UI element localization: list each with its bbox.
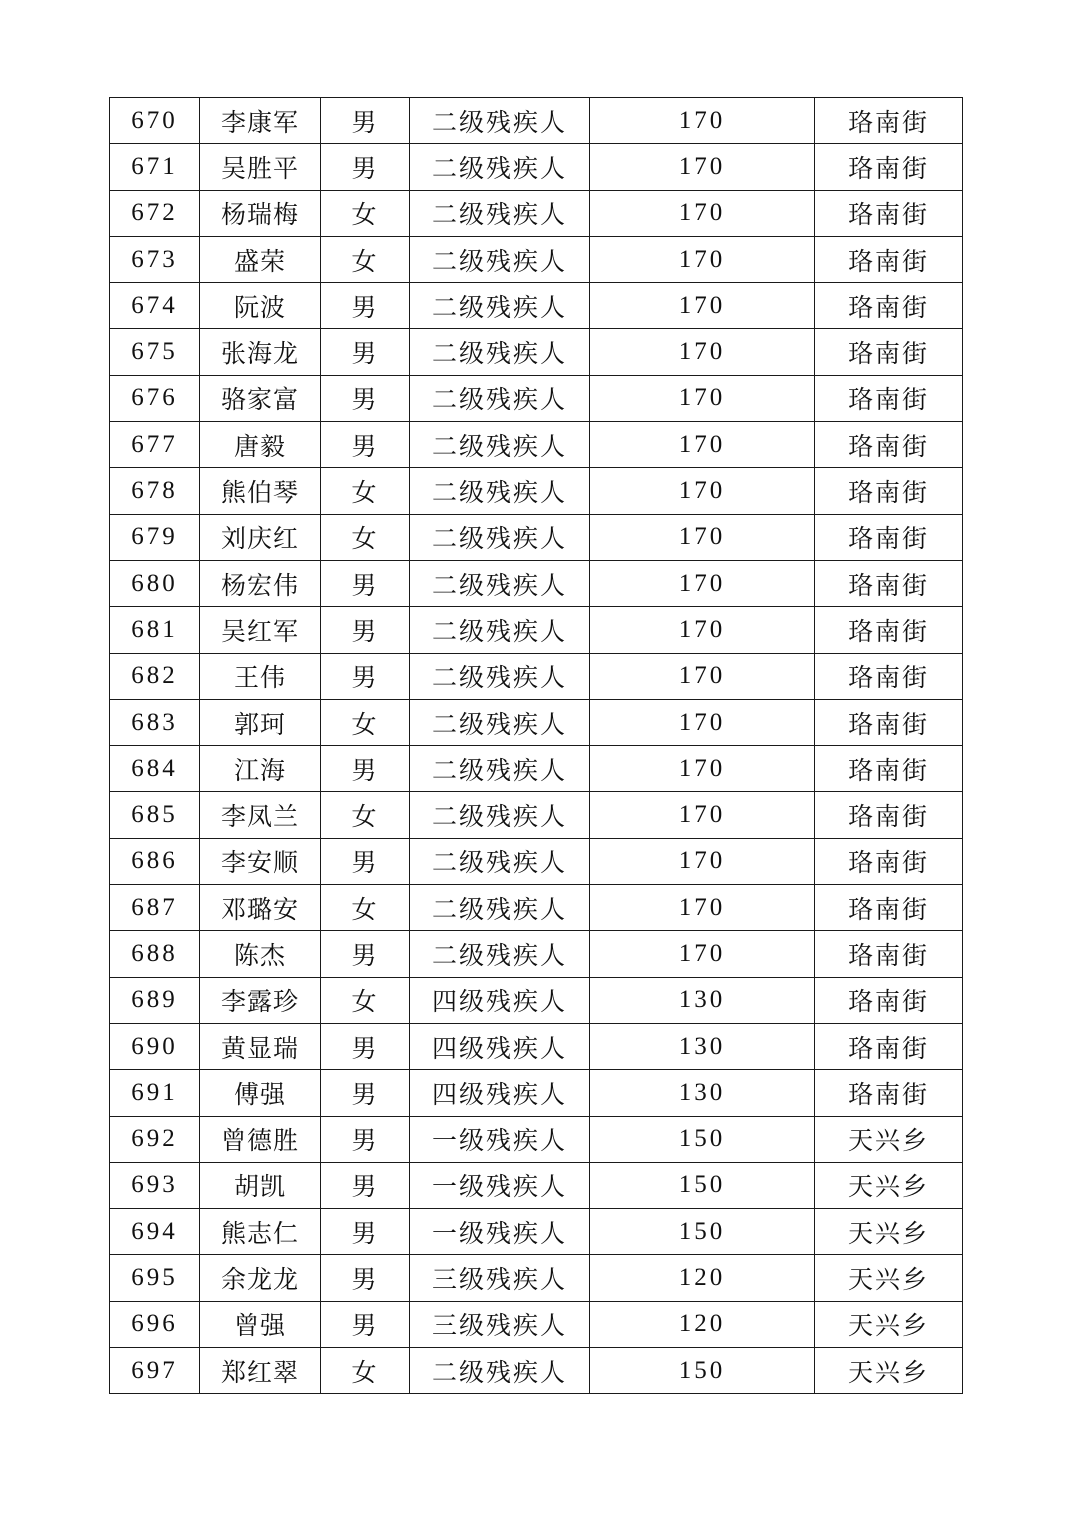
- area-cell: 天兴乡: [815, 1209, 963, 1255]
- amount-cell: 170: [590, 283, 815, 329]
- area-cell: 珞南街: [815, 792, 963, 838]
- gender-cell: 男: [321, 422, 410, 468]
- disability-level-cell: 一级残疾人: [410, 1209, 590, 1255]
- row-number-cell: 674: [110, 283, 200, 329]
- disability-level-cell: 三级残疾人: [410, 1301, 590, 1347]
- row-number-cell: 686: [110, 838, 200, 884]
- amount-cell: 170: [590, 607, 815, 653]
- gender-cell: 男: [321, 1209, 410, 1255]
- row-number-cell: 684: [110, 746, 200, 792]
- disability-level-cell: 二级残疾人: [410, 792, 590, 838]
- name-cell: 李康军: [200, 98, 321, 144]
- name-cell: 李露珍: [200, 977, 321, 1023]
- table-row: [110, 329, 963, 375]
- name-cell: 吴红军: [200, 607, 321, 653]
- name-cell: 邓璐安: [200, 885, 321, 931]
- table-row: [110, 283, 963, 329]
- disability-level-cell: 二级残疾人: [410, 190, 590, 236]
- disability-level-cell: 二级残疾人: [410, 653, 590, 699]
- name-cell: 盛荣: [200, 236, 321, 282]
- name-cell: 熊志仁: [200, 1209, 321, 1255]
- table-row: [110, 931, 963, 977]
- area-cell: 珞南街: [815, 283, 963, 329]
- name-cell: 杨宏伟: [200, 560, 321, 606]
- gender-cell: 男: [321, 931, 410, 977]
- area-cell: 珞南街: [815, 422, 963, 468]
- amount-cell: 170: [590, 699, 815, 745]
- table-row: [110, 375, 963, 421]
- area-cell: 珞南街: [815, 190, 963, 236]
- row-number-cell: 694: [110, 1209, 200, 1255]
- amount-cell: 150: [590, 1116, 815, 1162]
- gender-cell: 男: [321, 98, 410, 144]
- table-row: [110, 1023, 963, 1069]
- amount-cell: 130: [590, 1070, 815, 1116]
- area-cell: 珞南街: [815, 329, 963, 375]
- amount-cell: 150: [590, 1162, 815, 1208]
- gender-cell: 男: [321, 653, 410, 699]
- disability-level-cell: 二级残疾人: [410, 514, 590, 560]
- name-cell: 吴胜平: [200, 144, 321, 190]
- area-cell: 天兴乡: [815, 1301, 963, 1347]
- gender-cell: 男: [321, 144, 410, 190]
- row-number-cell: 687: [110, 885, 200, 931]
- table-row: [110, 514, 963, 560]
- amount-cell: 130: [590, 1023, 815, 1069]
- table-row: [110, 236, 963, 282]
- row-number-cell: 670: [110, 98, 200, 144]
- row-number-cell: 683: [110, 699, 200, 745]
- gender-cell: 女: [321, 190, 410, 236]
- amount-cell: 120: [590, 1255, 815, 1301]
- name-cell: 李安顺: [200, 838, 321, 884]
- disability-level-cell: 三级残疾人: [410, 1255, 590, 1301]
- table-row: [110, 560, 963, 606]
- table-row: [110, 1348, 963, 1394]
- area-cell: 珞南街: [815, 746, 963, 792]
- disability-level-cell: 四级残疾人: [410, 1070, 590, 1116]
- amount-cell: 170: [590, 329, 815, 375]
- disability-level-cell: 二级残疾人: [410, 283, 590, 329]
- row-number-cell: 688: [110, 931, 200, 977]
- row-number-cell: 671: [110, 144, 200, 190]
- name-cell: 唐毅: [200, 422, 321, 468]
- name-cell: 江海: [200, 746, 321, 792]
- gender-cell: 男: [321, 1023, 410, 1069]
- amount-cell: 170: [590, 931, 815, 977]
- amount-cell: 170: [590, 468, 815, 514]
- gender-cell: 男: [321, 1162, 410, 1208]
- area-cell: 珞南街: [815, 375, 963, 421]
- name-cell: 余龙龙: [200, 1255, 321, 1301]
- area-cell: 天兴乡: [815, 1348, 963, 1394]
- row-number-cell: 681: [110, 607, 200, 653]
- name-cell: 杨瑞梅: [200, 190, 321, 236]
- row-number-cell: 680: [110, 560, 200, 606]
- name-cell: 曾强: [200, 1301, 321, 1347]
- name-cell: 王伟: [200, 653, 321, 699]
- amount-cell: 150: [590, 1348, 815, 1394]
- row-number-cell: 673: [110, 236, 200, 282]
- area-cell: 珞南街: [815, 885, 963, 931]
- gender-cell: 男: [321, 1301, 410, 1347]
- amount-cell: 170: [590, 375, 815, 421]
- amount-cell: 170: [590, 144, 815, 190]
- table-row: [110, 1070, 963, 1116]
- amount-cell: 170: [590, 885, 815, 931]
- disability-level-cell: 二级残疾人: [410, 236, 590, 282]
- name-cell: 陈杰: [200, 931, 321, 977]
- gender-cell: 男: [321, 746, 410, 792]
- table-row: [110, 653, 963, 699]
- amount-cell: 150: [590, 1209, 815, 1255]
- area-cell: 珞南街: [815, 1070, 963, 1116]
- row-number-cell: 693: [110, 1162, 200, 1208]
- table-row: [110, 1255, 963, 1301]
- disability-level-cell: 一级残疾人: [410, 1162, 590, 1208]
- table-body: [110, 98, 963, 1394]
- area-cell: 珞南街: [815, 607, 963, 653]
- gender-cell: 女: [321, 468, 410, 514]
- disability-level-cell: 四级残疾人: [410, 1023, 590, 1069]
- table-row: [110, 468, 963, 514]
- name-cell: 李凤兰: [200, 792, 321, 838]
- table-row: [110, 1209, 963, 1255]
- table-row: [110, 190, 963, 236]
- gender-cell: 男: [321, 329, 410, 375]
- disability-subsidy-table: [109, 97, 963, 1394]
- area-cell: 珞南街: [815, 838, 963, 884]
- row-number-cell: 678: [110, 468, 200, 514]
- table-row: [110, 792, 963, 838]
- row-number-cell: 689: [110, 977, 200, 1023]
- table-row: [110, 977, 963, 1023]
- gender-cell: 男: [321, 560, 410, 606]
- name-cell: 张海龙: [200, 329, 321, 375]
- amount-cell: 170: [590, 560, 815, 606]
- disability-level-cell: 一级残疾人: [410, 1116, 590, 1162]
- table-row: [110, 1162, 963, 1208]
- disability-level-cell: 二级残疾人: [410, 375, 590, 421]
- gender-cell: 女: [321, 699, 410, 745]
- name-cell: 郑红翠: [200, 1348, 321, 1394]
- disability-level-cell: 二级残疾人: [410, 329, 590, 375]
- amount-cell: 170: [590, 236, 815, 282]
- disability-level-cell: 二级残疾人: [410, 98, 590, 144]
- area-cell: 珞南街: [815, 468, 963, 514]
- row-number-cell: 682: [110, 653, 200, 699]
- gender-cell: 男: [321, 607, 410, 653]
- disability-level-cell: 二级残疾人: [410, 746, 590, 792]
- amount-cell: 170: [590, 746, 815, 792]
- disability-level-cell: 二级残疾人: [410, 144, 590, 190]
- disability-level-cell: 二级残疾人: [410, 607, 590, 653]
- area-cell: 珞南街: [815, 560, 963, 606]
- gender-cell: 男: [321, 375, 410, 421]
- amount-cell: 170: [590, 792, 815, 838]
- name-cell: 傅强: [200, 1070, 321, 1116]
- disability-level-cell: 二级残疾人: [410, 468, 590, 514]
- row-number-cell: 692: [110, 1116, 200, 1162]
- name-cell: 骆家富: [200, 375, 321, 421]
- area-cell: 珞南街: [815, 144, 963, 190]
- name-cell: 胡凯: [200, 1162, 321, 1208]
- row-number-cell: 691: [110, 1070, 200, 1116]
- name-cell: 曾德胜: [200, 1116, 321, 1162]
- amount-cell: 170: [590, 98, 815, 144]
- disability-level-cell: 二级残疾人: [410, 422, 590, 468]
- area-cell: 珞南街: [815, 931, 963, 977]
- row-number-cell: 679: [110, 514, 200, 560]
- area-cell: 珞南街: [815, 977, 963, 1023]
- area-cell: 珞南街: [815, 236, 963, 282]
- amount-cell: 170: [590, 422, 815, 468]
- table-row: [110, 746, 963, 792]
- row-number-cell: 695: [110, 1255, 200, 1301]
- table-row: [110, 885, 963, 931]
- table-row: [110, 838, 963, 884]
- amount-cell: 170: [590, 190, 815, 236]
- gender-cell: 男: [321, 1255, 410, 1301]
- row-number-cell: 672: [110, 190, 200, 236]
- area-cell: 珞南街: [815, 98, 963, 144]
- gender-cell: 女: [321, 236, 410, 282]
- amount-cell: 170: [590, 514, 815, 560]
- row-number-cell: 697: [110, 1348, 200, 1394]
- name-cell: 刘庆红: [200, 514, 321, 560]
- area-cell: 珞南街: [815, 1023, 963, 1069]
- gender-cell: 女: [321, 514, 410, 560]
- gender-cell: 男: [321, 1070, 410, 1116]
- disability-level-cell: 二级残疾人: [410, 931, 590, 977]
- area-cell: 珞南街: [815, 514, 963, 560]
- amount-cell: 120: [590, 1301, 815, 1347]
- area-cell: 天兴乡: [815, 1162, 963, 1208]
- gender-cell: 男: [321, 838, 410, 884]
- name-cell: 阮波: [200, 283, 321, 329]
- disability-level-cell: 二级残疾人: [410, 1348, 590, 1394]
- gender-cell: 男: [321, 283, 410, 329]
- row-number-cell: 676: [110, 375, 200, 421]
- disability-level-cell: 二级残疾人: [410, 699, 590, 745]
- table-row: [110, 1301, 963, 1347]
- gender-cell: 女: [321, 792, 410, 838]
- area-cell: 天兴乡: [815, 1255, 963, 1301]
- amount-cell: 170: [590, 838, 815, 884]
- area-cell: 天兴乡: [815, 1116, 963, 1162]
- table-row: [110, 144, 963, 190]
- amount-cell: 170: [590, 653, 815, 699]
- name-cell: 黄显瑞: [200, 1023, 321, 1069]
- disability-level-cell: 二级残疾人: [410, 885, 590, 931]
- gender-cell: 女: [321, 977, 410, 1023]
- name-cell: 熊伯琴: [200, 468, 321, 514]
- table-row: [110, 607, 963, 653]
- table-row: [110, 1116, 963, 1162]
- gender-cell: 女: [321, 885, 410, 931]
- disability-level-cell: 二级残疾人: [410, 560, 590, 606]
- table-row: [110, 699, 963, 745]
- gender-cell: 男: [321, 1116, 410, 1162]
- disability-level-cell: 二级残疾人: [410, 838, 590, 884]
- disability-level-cell: 四级残疾人: [410, 977, 590, 1023]
- row-number-cell: 696: [110, 1301, 200, 1347]
- name-cell: 郭珂: [200, 699, 321, 745]
- row-number-cell: 690: [110, 1023, 200, 1069]
- row-number-cell: 685: [110, 792, 200, 838]
- amount-cell: 130: [590, 977, 815, 1023]
- area-cell: 珞南街: [815, 653, 963, 699]
- row-number-cell: 677: [110, 422, 200, 468]
- area-cell: 珞南街: [815, 699, 963, 745]
- table-row: [110, 98, 963, 144]
- gender-cell: 女: [321, 1348, 410, 1394]
- table-row: [110, 422, 963, 468]
- row-number-cell: 675: [110, 329, 200, 375]
